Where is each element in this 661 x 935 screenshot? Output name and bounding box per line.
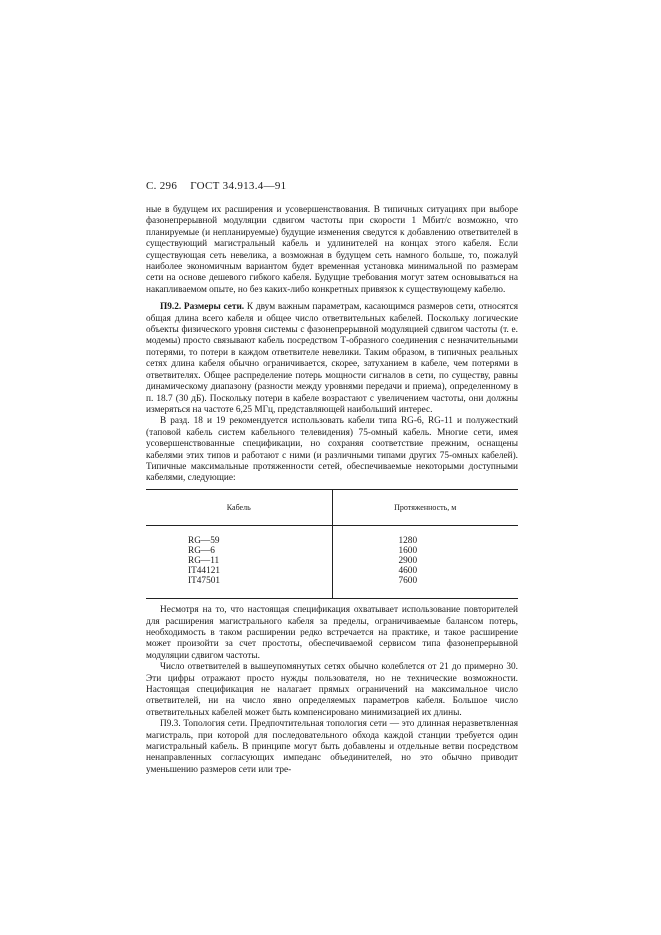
cable-length: 1600 bbox=[398, 546, 418, 557]
paragraph-continuation: ные в будущем их расширения и усовершенствования. В типичных ситуациях при выборе фазонепрерывной модуляции сдвигом частоты при скорости 1 Мбит/с возможно, что планируемые (и непланируемые) будущие изменения сведутся к добавлению ответвителей в существующий магистральный кабель и удлинителей на концах этого кабеля. Если существующая сеть невелика, а возможная в будущем сеть намного больше, то, пожалуй наиболее экономичным вариантом будет временная установка минимальной по размерам сети на основе дешевого гибкого кабеля. Будущие требования могут затем основываться на накапливаемом опыте, но без каких-либо конкретных привязок к существующему кабелю. bbox=[146, 205, 518, 295]
cable-name: RG—6 bbox=[146, 546, 332, 556]
cable-name: IT44121 bbox=[146, 566, 332, 576]
cable-length: 2900 bbox=[398, 556, 418, 567]
section-9-2-text: К двум важным параметрам, касающимся размеров сети, относятся общая длина всего кабеля и общее число ответвительных кабелей. Поскольку логические объекты физического уровня системы с фазонепрерывной модуляцией сдвигом частоты (т. е. модемы) просто связывают кабель посредством Т-образного соединения с незначительными потерями, то потери в каждом ответвителе невелики. Таким образом, в типичных реальных сетях длина кабеля обычно ограничивается, скорее, затуханием в кабеле, чем потерями в ответвителях. Общее распределение потерь мощности сигналов в сети, по существу, равны динамическому диапазону (разности между уровнями передачи и приема), определенному в п. 18.7 (30 дБ). Поскольку потери в кабеле возрастают с увеличением частоты, они должны измеряться на частоте 6,25 МГц, представляющей наибольший интерес. bbox=[146, 302, 519, 415]
table-row bbox=[146, 576, 518, 598]
table-row bbox=[146, 556, 518, 566]
table-row bbox=[146, 566, 518, 576]
section-9-3-heading: П9.3. Топология сети. bbox=[160, 719, 248, 730]
table-bottom-rule bbox=[146, 598, 518, 599]
cable-length: 4600 bbox=[398, 566, 418, 577]
section-9-2-heading: П9.2. Размеры сети. bbox=[160, 302, 245, 313]
table-header-length: Протяженность, м bbox=[332, 489, 518, 525]
cable-length-table bbox=[146, 489, 518, 599]
page-number: С. 296 bbox=[146, 180, 178, 192]
table-row bbox=[146, 546, 518, 556]
table-header-row bbox=[146, 489, 518, 525]
cable-name: RG—11 bbox=[146, 556, 332, 566]
standard-code: ГОСТ 34.913.4—91 bbox=[190, 180, 287, 192]
cable-length: 7600 bbox=[398, 576, 418, 587]
cable-name: IT47501 bbox=[146, 576, 332, 598]
section-9-2-paragraph bbox=[146, 302, 518, 416]
table-row bbox=[146, 526, 518, 547]
document-body bbox=[146, 205, 518, 776]
section-9-3-paragraph bbox=[146, 719, 518, 776]
cable-length: 1280 bbox=[398, 536, 418, 547]
table-header-cable: Кабель bbox=[146, 489, 332, 525]
cable-name: RG—59 bbox=[146, 526, 332, 547]
repeaters-paragraph: Несмотря на то, что настоящая спецификация охватывает использование повторителей для расширения магистрального кабеля за пределы, ограничиваемые балансом потерь, необходимость в таком расширении редко встречается на практике, и такое расширение может произойти за счет простоты, обеспечиваемой сервисом типа фазонепрерывной модуляции сдвигом частоты. bbox=[146, 605, 518, 661]
cable-recommendation-paragraph: В разд. 18 и 19 рекомендуется использовать кабели типа RG-6, RG-11 и полужесткий (таповой кабель систем кабельного телевидения) 75-омный кабель. Многие сети, имея усовершенствованные спецификации, но сохраняя соответствие прежним, оснащены кабелями этих типов и работают с ними (и различными типами других 75-омных кабелей). Типичные максимальные протяженности сетей, обеспечиваемые некоторыми доступными кабелями, следующие: bbox=[146, 416, 518, 484]
section-9-3-text: Предпочтительная топология сети — это длинная неразветвленная магистраль, при которой для последовательного обхода каждой станции требуется один магистральный кабель. В принципе могут быть добавлены и отдельные ветви посредством ненаправленных согласующих импеданс объединителей, но это обычно приводит уменьшению размеров сети или тре- bbox=[146, 719, 518, 775]
page-header bbox=[146, 180, 286, 192]
taps-count-paragraph: Число ответвителей в вышеупомянутых сетях обычно колеблется от 21 до примерно 30. Эти цифры отражают просто нужды пользователя, но не технические возможности. Настоящая спецификация не налагает прямых ограничений на максимальное число ответвителей, ни на число явно определяемых параметров кабеля. Большое число ответвительных кабелей может быть компенсировано минимизацией их длины. bbox=[146, 662, 518, 718]
